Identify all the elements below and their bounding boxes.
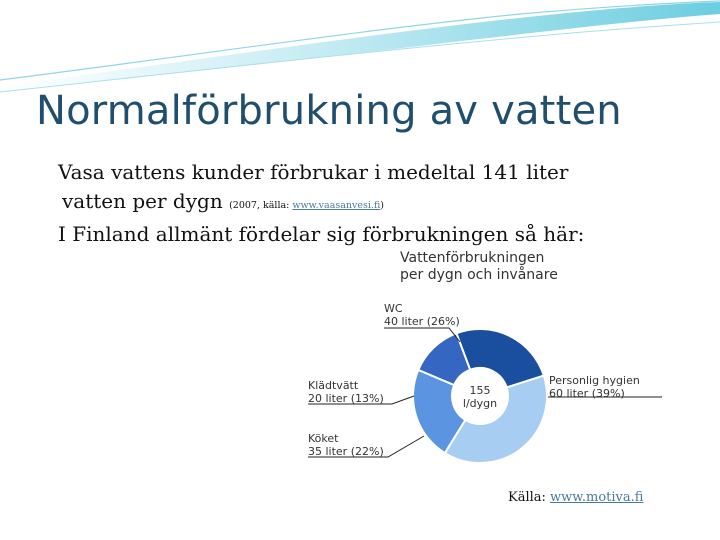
chart-label-koket — [308, 433, 384, 458]
bullet-text: Vasa vattens kunder förbrukar i medeltal 141 liter — [58, 160, 569, 184]
bullet-item — [36, 220, 696, 249]
chart-title-line-2: per dygn och invånare — [400, 267, 558, 283]
chart-title-line-1: Vattenförbrukningen — [400, 250, 545, 266]
label-value: 60 liter (39%) — [549, 386, 625, 400]
slide-title: Normalförbrukning av vatten — [36, 88, 622, 134]
label-value: 40 liter (26%) — [384, 314, 460, 328]
chart-label-wc — [384, 303, 460, 328]
label-name: Klädtvätt — [308, 379, 359, 392]
motiva-link[interactable]: www.motiva.fi — [550, 490, 644, 505]
header-wave-decoration — [0, 0, 720, 95]
chart-label-personlig-hygien — [549, 375, 640, 400]
bullet-continuation — [36, 187, 696, 220]
label-value: 20 liter (13%) — [308, 391, 384, 405]
bullet-text: vatten per dygn — [62, 189, 223, 213]
label-name: WC — [384, 302, 403, 315]
bullet-text: I Finland allmänt fördelar sig förbrukningen så här: — [58, 222, 585, 246]
chart-label-kladtvatt — [308, 380, 384, 405]
donut-center-value: 155 — [469, 384, 491, 397]
label-name: Köket — [308, 432, 339, 445]
vaasanvesi-link[interactable]: www.vaasanvesi.fi — [292, 200, 381, 211]
label-value: 35 liter (22%) — [308, 444, 384, 458]
donut-center-unit: l/dygn — [462, 397, 498, 410]
source-credit: Källa: www.motiva.fi — [508, 490, 644, 505]
water-consumption-chart — [304, 250, 664, 476]
bullet-source-note: (2007, källa: www.vaasanvesi.fi) — [229, 200, 385, 211]
label-name: Personlig hygien — [549, 374, 640, 387]
bullet-list — [36, 158, 696, 249]
bullet-item — [36, 158, 696, 187]
